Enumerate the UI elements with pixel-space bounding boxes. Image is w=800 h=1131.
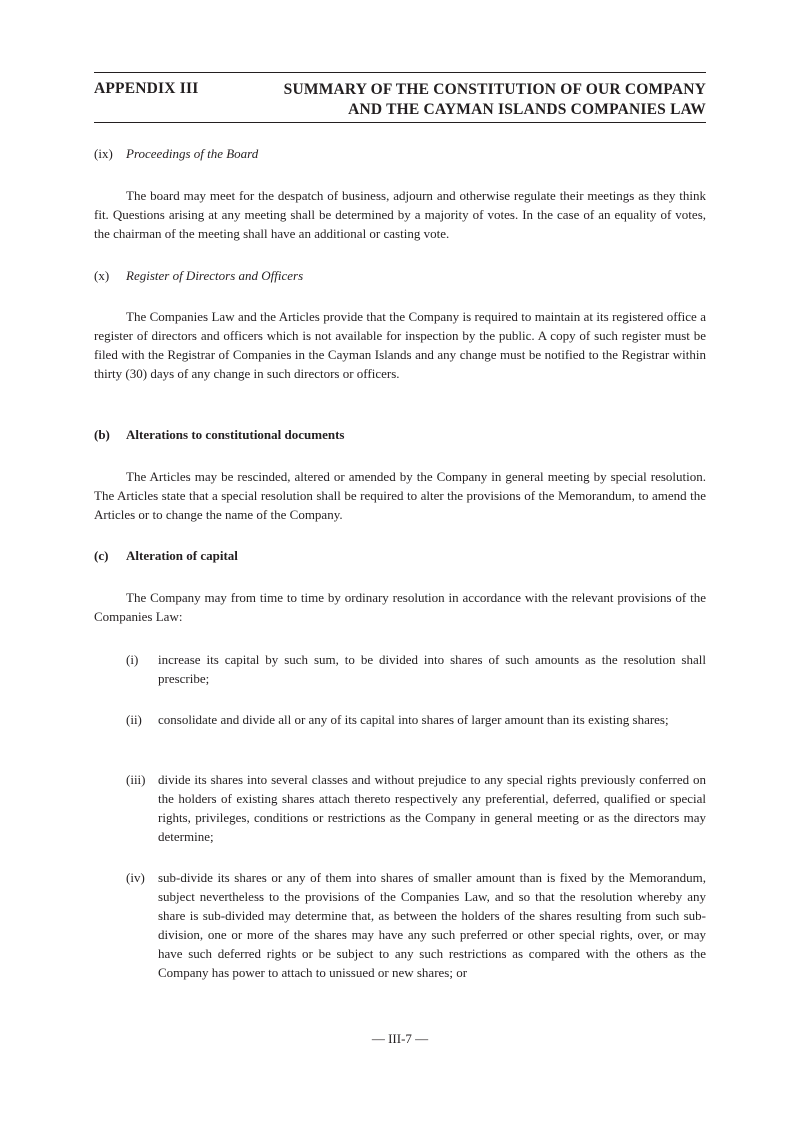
section-b-number: (b) (94, 427, 110, 442)
header-rule-top (94, 72, 706, 73)
subsection-ix-title: Proceedings of the Board (126, 146, 259, 161)
subsection-x-number: (x) (94, 268, 110, 283)
page-header-title (226, 80, 706, 120)
subsection-ix-paragraph: The board may meet for the despatch of business, adjourn and otherwise regulate their meetings as they think fit. Questions arising at any meeting shall be determined by a majority of votes. In the case of an equality of votes, the chairman of the meeting shall have an additional or casting vote. (94, 188, 706, 241)
section-b-paragraph: The Articles may be rescinded, altered or amended by the Company in general meeting by special resolution. The Articles state that a special resolution shall be required to alter the provisions of the Memorandum, to amend the Articles or to change the name of the Company. (94, 469, 706, 522)
section-c-intro: The Company may from time to time by ordinary resolution in accordance with the relevant provisions of the Companies Law: (94, 590, 706, 624)
list-item-number: (i) (126, 652, 139, 667)
list-item-number: (iii) (126, 772, 146, 787)
list-item-text: consolidate and divide all or any of its capital into shares of larger amount than its existing shares; (158, 712, 669, 727)
list-item-text: divide its shares into several classes and without prejudice to any special rights previously conferred on the holders of existing shares attach thereto respectively any preferential, deferred, qualified or special rights, privileges, conditions or restrictions as the Company in general meeting or as the directors may determine; (158, 772, 706, 844)
list-item-number: (ii) (126, 712, 142, 727)
header-rule-bottom (94, 122, 706, 123)
appendix-label: APPENDIX III (94, 80, 199, 97)
header-title-line-1: SUMMARY OF THE CONSTITUTION OF OUR COMPANY (283, 81, 706, 98)
subsection-x-title: Register of Directors and Officers (126, 268, 304, 283)
section-c-number: (c) (94, 548, 109, 563)
list-item-number: (iv) (126, 870, 145, 885)
header-title-line-2: AND THE CAYMAN ISLANDS COMPANIES LAW (348, 101, 706, 118)
subsection-ix-number: (ix) (94, 146, 113, 161)
section-b-title: Alterations to constitutional documents (126, 427, 345, 442)
section-c-title: Alteration of capital (126, 548, 238, 563)
list-item-text: increase its capital by such sum, to be divided into shares of such amounts as the resolution shall prescribe; (158, 652, 706, 686)
page-number: — III-7 — (371, 1031, 429, 1046)
subsection-x-paragraph: The Companies Law and the Articles provide that the Company is required to maintain at its registered office a register of directors and officers which is not available for inspection by the public. A copy of such register must be filed with the Registrar of Companies in the Cayman Islands and any change must be notified to the Registrar within thirty (30) days of any change in such directors or officers. (94, 309, 706, 381)
document-page (94, 0, 706, 1131)
list-item-text: sub-divide its shares or any of them into shares of smaller amount than is fixed by the Memorandum, subject nevertheless to the provisions of the Companies Law, and so that the resolution whereby any share is sub-divided may determine that, as between the holders of the shares resulting from such sub-division, one or more of the shares may have any such preferred or other special rights, over, or may have such deferred rights or be subject to any such restrictions as compared with the others as the Company has power to attach to unissued or new shares; or (158, 870, 706, 980)
